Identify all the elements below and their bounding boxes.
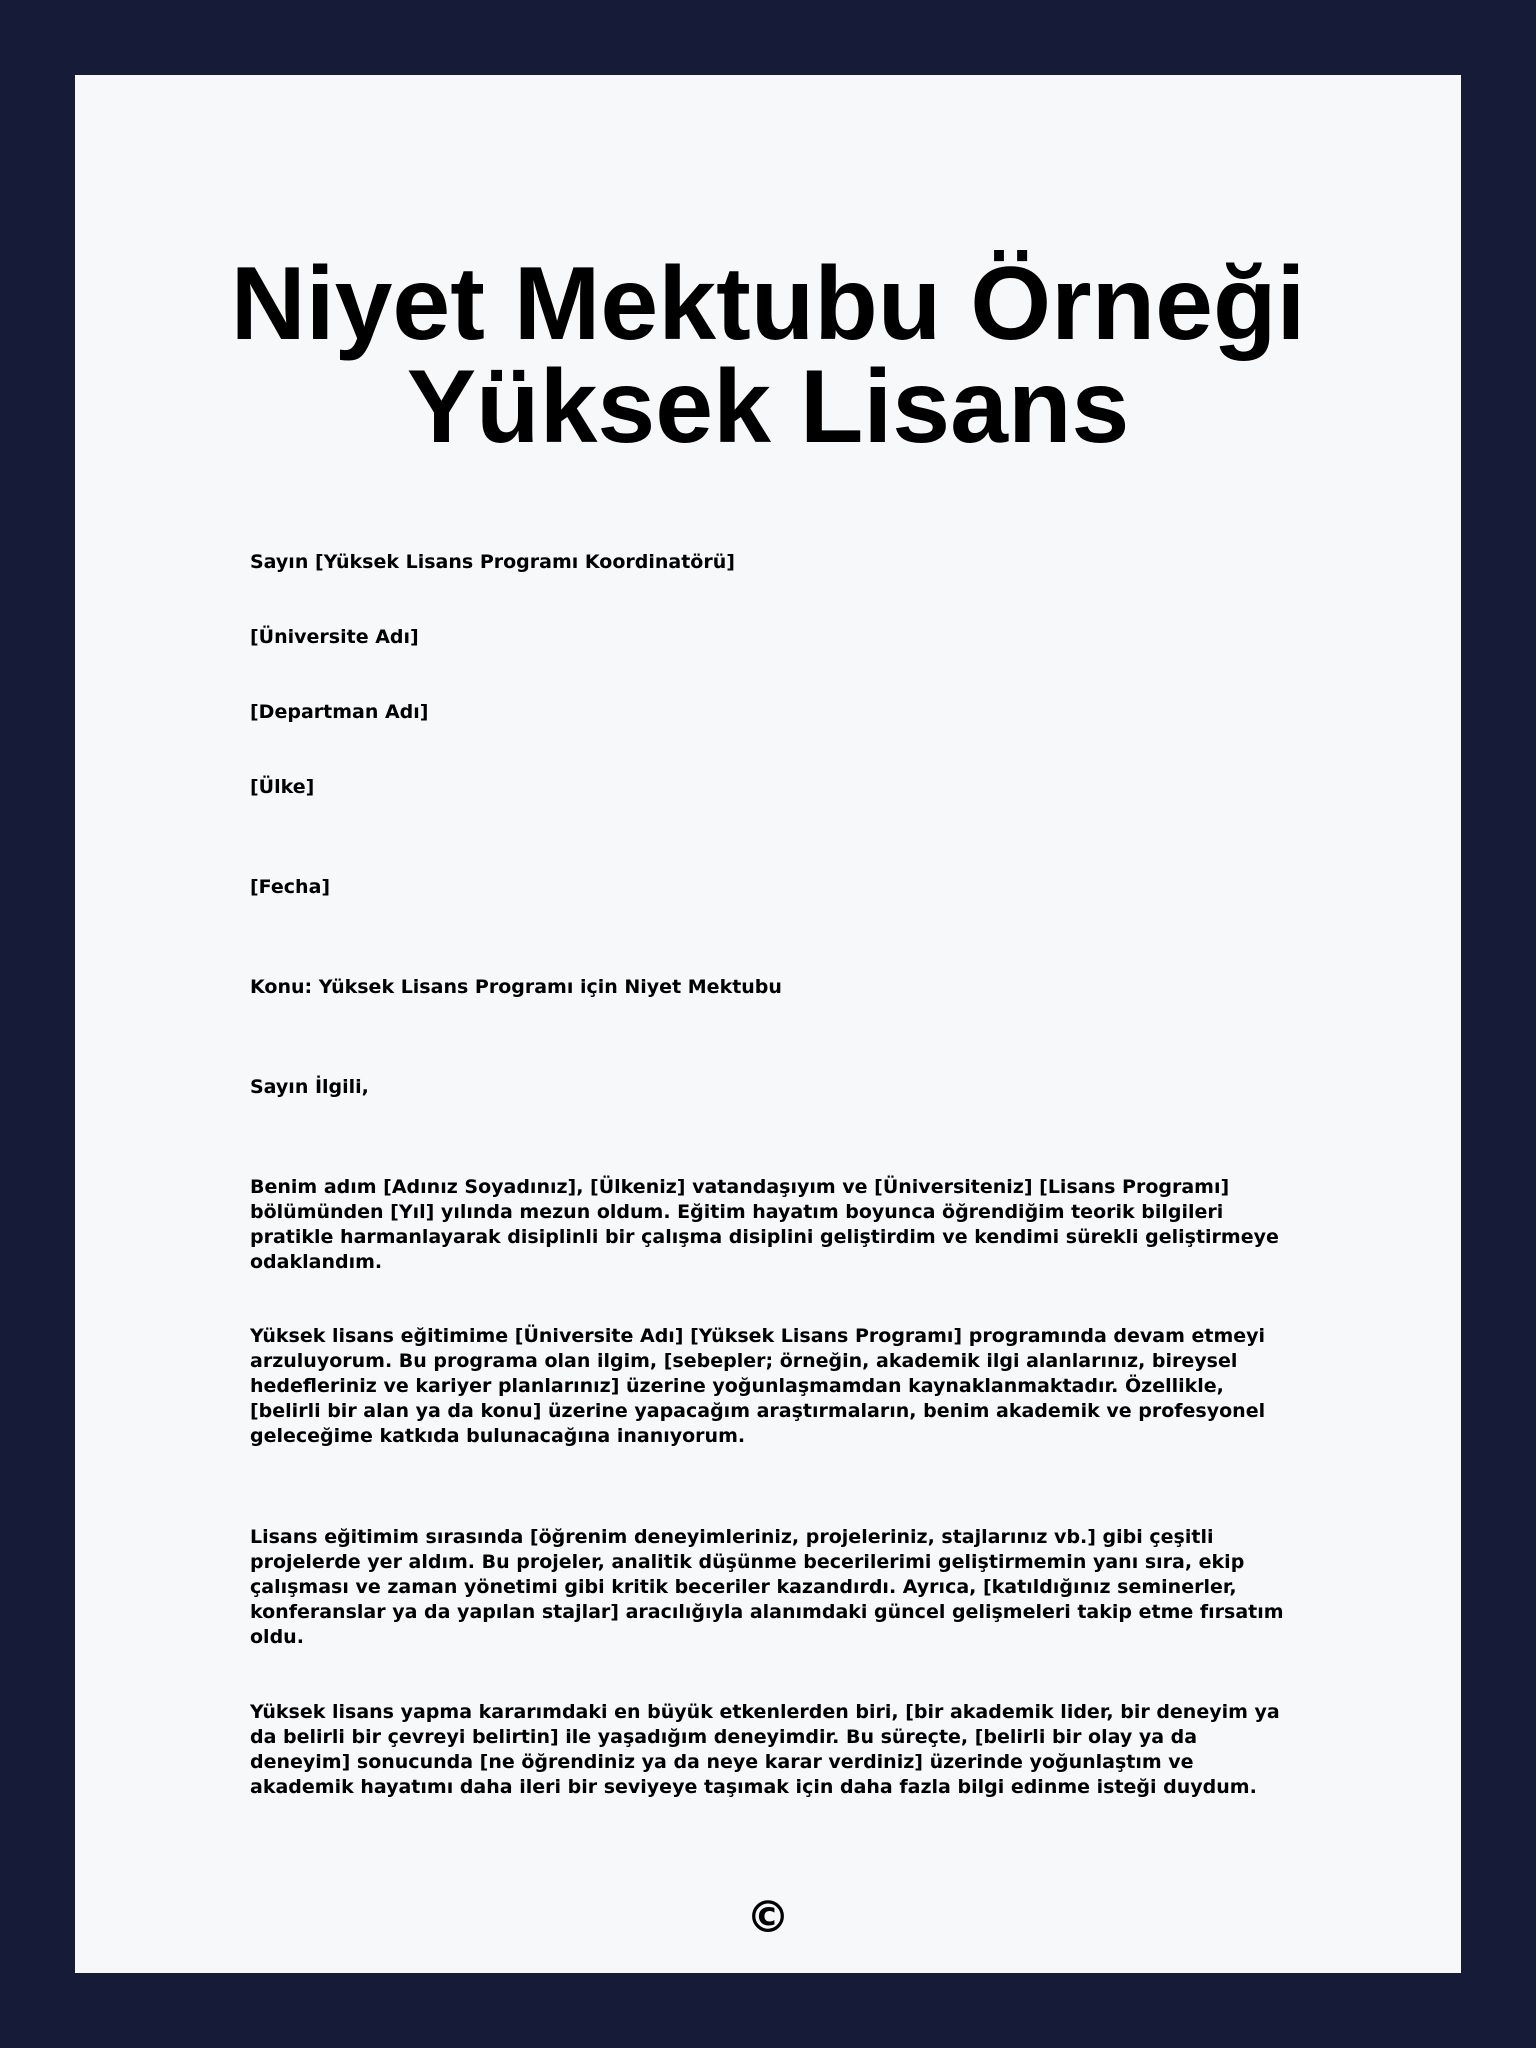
paragraph-2: Yüksek lisans eğitimime [Üniversite Adı] [Yüksek Lisans Programı] programında devam etmeyi arzuluyorum. Bu programa olan ilgim, [sebepler; örneğin, akademik ilgi alanlarınız, bireysel hedefleriniz ve kariyer planlarınız] üzerine yoğunlaşmamdan kaynaklanmaktadır. Özellikle, [belirli bir alan ya da konu] üzerine yapacağım araştırmaların, benim akademik ve profesyonel geleceğime katkıda bulunacağına inanıyorum. [250, 1325, 1266, 1447]
copyright-icon: © [746, 1892, 790, 1943]
paragraph-1: Benim adım [Adınız Soyadınız], [Ülkeniz] vatandaşıyım ve [Üniversiteniz] [Lisans Programı] bölümünden [Yıl] yılında mezun oldum. Eğitim hayatım boyunca öğrendiğim teorik bilgileri pratikle harmanlayarak disiplinli bir çalışma disiplini geliştirdim ve kendimi sürekli geliştirmeye odaklandım. [250, 1176, 1279, 1273]
date-line: [Fecha] [250, 876, 331, 898]
salutation: Sayın İlgili, [250, 1076, 369, 1098]
paragraph-4: Yüksek lisans yapma kararımdaki en büyük etkenlerden biri, [bir akademik lider, bir deneyim ya da belirli bir çevreyi belirtin] ile yaşadığım deneyimdir. Bu süreçte, [belirli bir olay ya da deneyim] sonucunda [ne öğrendiniz ya da neye karar verdiniz] üzerinde yoğunlaştım ve akademik hayatımı daha ileri bir seviyeye taşımak için daha fazla bilgi edinme isteği duydum. [250, 1701, 1280, 1798]
title-line-1: Niyet Mektubu Örneği [230, 246, 1306, 362]
recipient-line: Sayın [Yüksek Lisans Programı Koordinatörü] [250, 551, 735, 573]
paragraph-3: Lisans eğitimim sırasında [öğrenim deneyimleriniz, projeleriniz, stajlarınız vb.] gibi çeşitli projelerde yer aldım. Bu projeler, analitik düşünme becerilerimi geliştirmemin yanı sıra, ekip çalışması ve zaman yönetimi gibi kritik beceriler kazandırdı. Ayrıca, [katıldığınız seminerler, konferanslar ya da yapılan stajlar] aracılığıyla alanımdaki güncel gelişmeleri takip etme fırsatım oldu. [250, 1526, 1284, 1648]
title-line-2: Yüksek Lisans [406, 349, 1130, 465]
document-page [75, 75, 1461, 1973]
department-line: [Departman Adı] [250, 701, 429, 723]
page-title [75, 246, 1461, 465]
subject-line: Konu: Yüksek Lisans Programı için Niyet Mektubu [250, 976, 782, 998]
country-line: [Ülke] [250, 776, 315, 798]
university-line: [Üniversite Adı] [250, 626, 419, 648]
